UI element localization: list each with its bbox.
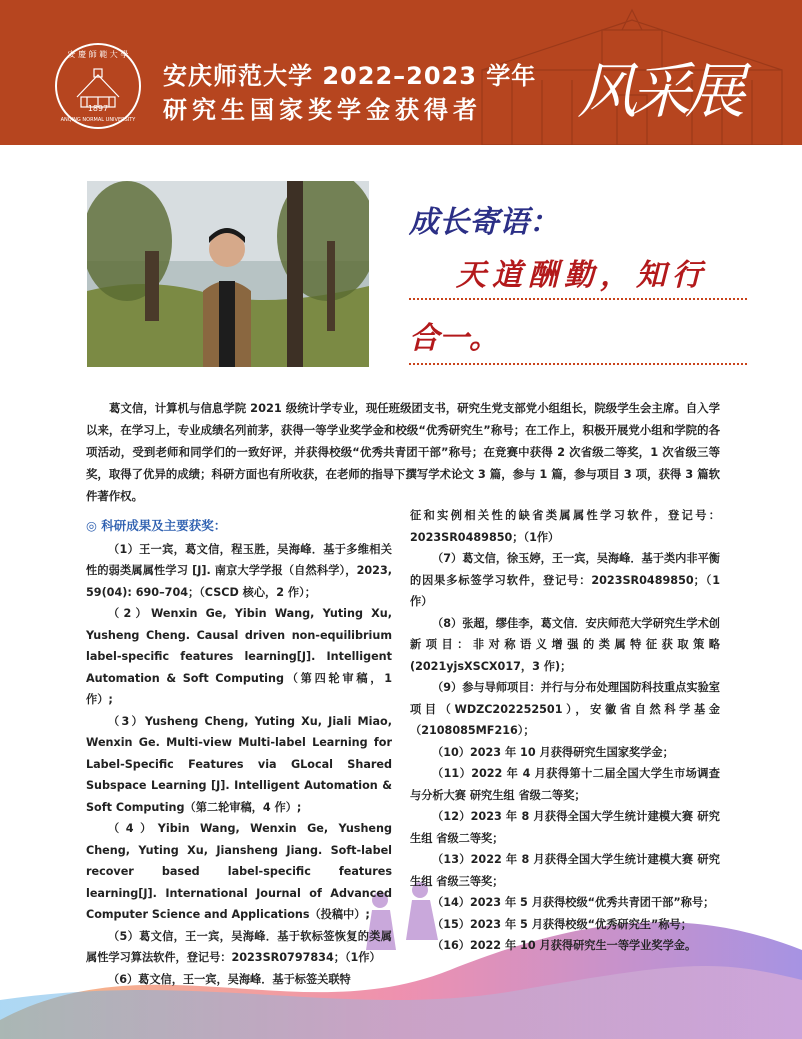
list-item: （16）2022 年 10 月获得研究生一等学业奖学金。 <box>432 939 697 952</box>
list-item: （2）Wenxin Ge, Yibin Wang, Yuting Xu, Yusheng Cheng. Causal driven non-equilibrium label-specific features learning[J]. Intelligent Automation & Soft Computing（第四轮审稿，1 作）; <box>86 607 392 706</box>
motto-divider-1 <box>409 298 747 300</box>
university-logo <box>55 43 141 129</box>
motto-line2: 合一。 <box>409 321 499 356</box>
logo-ring-text: 安 慶 師 範 大 學 <box>67 50 129 59</box>
header-banner <box>0 0 802 145</box>
list-item: 征和实例相关性的缺省类属属性学习软件，登记号：2023SR0489850；（1作） <box>410 509 720 544</box>
list-item: （5）葛文信，王一宾，吴海峰．基于软标签恢复的类属属性学习算法软件，登记号：2023SR0797834；（1作） <box>86 929 392 964</box>
portrait-photo <box>87 181 369 367</box>
logo-building-icon <box>57 45 139 127</box>
list-item: （9）参与导师项目：并行与分布处理国防科技重点实验室项目（WDZC202252501），安徽省自然科学基金（2108085MF216）； <box>410 681 720 737</box>
page-title-line1: 安庆师范大学 2022–2023 学年 <box>163 62 537 90</box>
calligraphy-title: 风采展 <box>577 57 739 127</box>
list-item: （15）2023 年 5 月获得校级“优秀研究生”称号； <box>432 917 692 931</box>
target-icon: ◎ <box>86 518 102 533</box>
portrait-photo-image <box>87 181 369 367</box>
list-item: （8）张超，缪佳李，葛文信．安庆师范大学研究生学术创新项目：非对称语义增强的类属特征获取策略(2021yjsXSCX017，3 作)； <box>410 616 720 673</box>
left-column <box>86 515 392 990</box>
motto-line1: 天道酬勤，知行 <box>456 258 708 293</box>
motto-divider-2 <box>409 363 747 365</box>
list-item: （3）Yusheng Cheng, Yuting Xu, Jiali Miao, Wenxin Ge. Multi-view Multi-label Learning for Label-Specific Features via GLocal Shared Subspace Learning [J]. Intelligent Automation & Soft Computing（第二轮审稿，4 作）; <box>86 714 392 814</box>
intro-text: 葛文信，计算机与信息学院 2021 级统计学专业，现任班级团支书，研究生党支部党小组组长，院级学生会主席。自入学以来，在学习上，专业成绩名列前茅，获得一等学业奖学金和校级“优秀研究生”称号；在工作上，积极开展党小组和学院的各项活动，受到老师和同学们的一致好评，并获得校级“优秀共青团干部”称号；在竞赛中获得 2 次省级二等奖，1 次省级三等奖，取得了优异的成绩；科研方面也有所收获，在老师的指导下撰写学术论文 3 篇，参与 1 篇，参与项目 3 项，获得 3 篇软件著作权。 <box>86 401 720 503</box>
logo-english: ANQING NORMAL UNIVERSITY <box>60 117 136 123</box>
list-item: （14）2023 年 5 月获得校级“优秀共青团干部”称号； <box>432 896 715 909</box>
right-column <box>410 505 720 957</box>
list-item: （12）2023 年 8 月获得全国大学生统计建模大赛 研究生组 省级二等奖； <box>410 810 720 845</box>
motto-heading: 成长寄语： <box>409 205 559 240</box>
logo-year: 1897 <box>87 104 109 113</box>
list-item: （13）2022 年 8 月获得全国大学生统计建模大赛 研究生组 省级三等奖； <box>410 853 720 888</box>
intro-paragraph <box>86 397 720 507</box>
section-title <box>86 515 392 537</box>
list-item: （6）葛文信，王一宾，吴海峰．基于标签关联特 <box>108 972 351 986</box>
list-item: （4）Yibin Wang, Wenxin Ge, Yusheng Cheng, Yuting Xu, Jiansheng Jiang. Soft-label recover based label-specific features learning[J]. International Journal of Advanced Computer Science and Applications（投稿中）; <box>86 822 392 921</box>
list-item: （1）王一宾，葛文信，程玉胜，吴海峰．基于多维相关性的弱类属属性学习 [J]. 南京大学学报（自然科学），2023, 59(04): 690–704；（CSCD 核心，2 作）； <box>86 542 392 599</box>
page-title-line2: 研究生国家奖学金获得者 <box>163 96 482 124</box>
list-item: （11）2022 年 4 月获得第十二届全国大学生市场调查与分析大赛 研究生组 省级二等奖； <box>410 767 720 802</box>
list-item: （10）2023 年 10 月获得研究生国家奖学金； <box>432 745 674 759</box>
list-item: （7）葛文信，徐玉婷，王一宾，吴海峰．基于类内非平衡的因果多标签学习软件，登记号：2023SR0489850；（1作） <box>410 552 720 608</box>
section-title-text: 科研成果及主要获奖： <box>101 518 227 533</box>
